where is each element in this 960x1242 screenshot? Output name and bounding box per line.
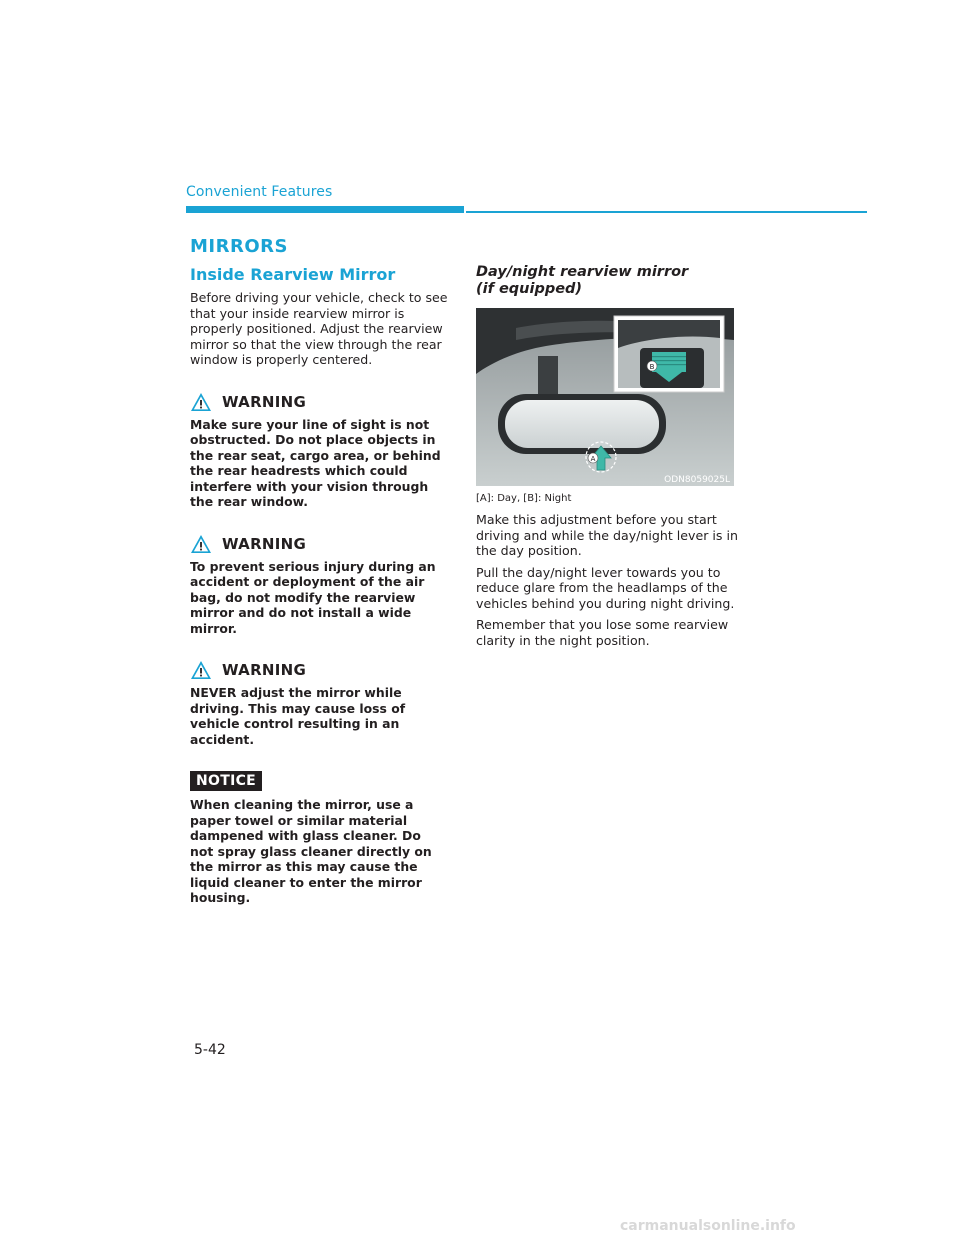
page-number: 5-42 — [194, 1042, 226, 1058]
left-column — [190, 236, 448, 906]
paragraph-2: Pull the day/night lever towards you to reduce glare from the headlamps of the vehicles behind you during night driving. — [476, 564, 735, 611]
warning-heading-1 — [190, 392, 448, 412]
warning-heading-2 — [190, 534, 448, 554]
header-bar-thick — [186, 206, 464, 213]
figure-code: ODN8059025L — [664, 475, 730, 485]
section-title: MIRRORS — [190, 236, 288, 257]
warning-text-1: Make sure your line of sight is not obstructed. Do not place objects in the rear seat, cargo area, or behind the rear headrests which could interfere with your vision through the rear window. — [190, 416, 441, 509]
paragraph-3: Remember that you lose some rearview clarity in the night position. — [476, 617, 729, 648]
watermark-text: carmanualsonline.info — [620, 1218, 796, 1234]
figure-label-a: A — [590, 455, 596, 463]
figure-title-line1: Day/night rearview mirror — [476, 264, 689, 280]
header-title: Convenient Features — [186, 184, 333, 200]
figure-caption: [A]: Day, [B]: Night — [476, 493, 572, 504]
warning-triangle-icon — [190, 534, 212, 554]
notice-label: NOTICE — [190, 771, 262, 791]
right-column — [476, 264, 738, 654]
warning-label: WARNING — [222, 534, 307, 553]
figure-title-line2: (if equipped) — [476, 281, 583, 297]
warning-text-2: To prevent serious injury during an accident or deployment of the air bag, do not modify the rearview mirror and do not install a wide mirror. — [190, 558, 436, 636]
warning-label: WARNING — [222, 661, 307, 679]
warning-triangle-icon — [190, 660, 212, 680]
warning-label: WARNING — [222, 392, 307, 411]
figure-title — [476, 264, 738, 298]
notice-text: When cleaning the mirror, use a paper towel or similar material dampened with glass cleaner. Do not spray glass cleaner directly on the mirror as this may cause the liquid cleaner to enter the mirror housing. — [190, 797, 432, 905]
intro-paragraph: Before driving your vehicle, check to see that your inside rearview mirror is properly positioned. Adjust the rearview mirror so that the view through the rear window is properly centered. — [190, 290, 448, 367]
warning-triangle-icon — [190, 392, 212, 412]
warning-text-3: NEVER adjust the mirror while driving. This may cause loss of vehicle control resulting in an accident. — [190, 685, 406, 747]
section-subtitle: Inside Rearview Mirror — [190, 265, 396, 284]
header-bar-thin — [466, 211, 867, 213]
paragraph-1: Make this adjustment before you start driving and while the day/night lever is in the day position. — [476, 512, 738, 558]
rearview-mirror-figure — [476, 308, 734, 486]
figure-label-b: B — [649, 363, 655, 371]
warning-heading-3 — [190, 660, 448, 680]
